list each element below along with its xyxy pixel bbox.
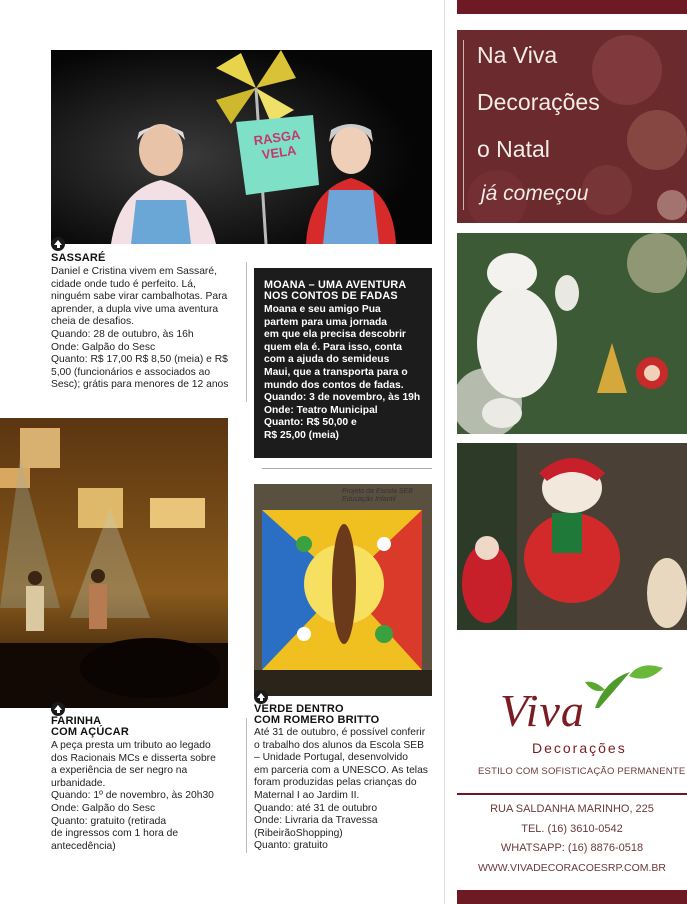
ad-divider	[457, 793, 687, 795]
leaf-icon	[585, 660, 665, 710]
ad-address: RUA SALDANHA MARINHO, 225	[490, 803, 654, 815]
ad-website[interactable]: WWW.VIVADECORACOESRP.COM.BR	[477, 862, 667, 874]
sassare-title: SASSARÉ	[51, 252, 106, 264]
ad-tagline: ESTILO COM SOFISTICAÇÃO PERMANENTE	[478, 766, 686, 777]
ad-headline-1: Na Viva	[477, 42, 558, 68]
sassare-photo	[51, 50, 432, 244]
column-divider	[246, 262, 247, 402]
ad-whatsapp: WHATSAPP: (16) 8876-0518	[500, 842, 644, 854]
page-gutter	[444, 0, 445, 904]
ad-bear-photo-2	[457, 443, 687, 630]
farinha-photo	[0, 418, 228, 708]
ad-headline-3: o Natal	[477, 136, 550, 162]
logo-sub: Decorações	[532, 740, 627, 756]
arrow-up-icon	[51, 702, 65, 716]
farinha-body: A peça presta um tributo ao legado dos Racionais MCs e disserta sobre a experiência de ser negro na urbanidade. Quando: 1º de novembro, às 20h30 Onde: Galpão do Sesc Quanto: gratuito (retirada de ingressos com 1 hora de antecedência)	[51, 740, 216, 852]
arrow-up-icon	[254, 690, 268, 704]
arrow-up-icon	[51, 237, 65, 251]
logo-word: Viva	[500, 685, 585, 736]
ad-frame-line	[463, 40, 464, 210]
ad-headline-2: Decorações	[477, 89, 600, 115]
ad-top-bar	[457, 0, 687, 14]
ad-tel: TEL. (16) 3610-0542	[521, 823, 623, 835]
horizontal-divider	[262, 468, 432, 469]
sassare-body: Daniel e Cristina vivem em Sassaré, cidade onde tudo é perfeito. Lá, ninguém sabe virar cambalhotas. Para aprender, a dupla vive uma aventura cheia de desafios. Quando: 28 de outubro, às 16h Onde: Galpão do Sesc Quanto: R$ 17,00 R$ 8,50 (meia) e R$ 5,00 (funcionários e associados ao Sesc); grátis para menores de 12 anos	[51, 266, 229, 391]
ad-bear-photo-1	[457, 233, 687, 434]
verde-body: Até 31 de outubro, é possível conferir o trabalho dos alunos da Escola SEB – Unidade Portugal, desenvolvido em parceria com a UNESCO. As telas foram produzidas pelas crianças do Maternal I ao Jardim II. Quando: até 31 de outubro Onde: Livraria da Travessa (RibeirãoShopping) Quanto: gratuito	[254, 727, 428, 852]
painting-text: Projeto da Escola SEB Educação Infantil	[342, 488, 413, 503]
verde-photo	[254, 484, 432, 696]
moana-box	[254, 268, 432, 458]
moana-title: MOANA – UMA AVENTURA NOS CONTOS DE FADAS	[264, 279, 407, 302]
viva-logo	[490, 660, 687, 760]
ad-headline-panel	[457, 30, 687, 223]
verde-title: VERDE DENTRO COM ROMERO BRITTO	[254, 703, 380, 726]
farinha-title: FARINHA COM AÇÚCAR	[51, 715, 129, 738]
ad-bottom-bar	[457, 890, 687, 904]
column-divider	[246, 718, 247, 853]
ad-headline-4: já começou	[481, 182, 589, 205]
moana-body: Moana e seu amigo Pua partem para uma jornada em que ela precisa descobrir quem ela é. Para isso, conta com a ajuda do semideus Maui, que a transporta para o mundo dos contos de fadas. Quando: 3 de novembro, às 19h Onde: Teatro Municipal Quanto: R$ 50,00 e R$ 25,00 (meia)	[264, 304, 421, 441]
sign-text: RASGA VELA	[252, 126, 302, 163]
